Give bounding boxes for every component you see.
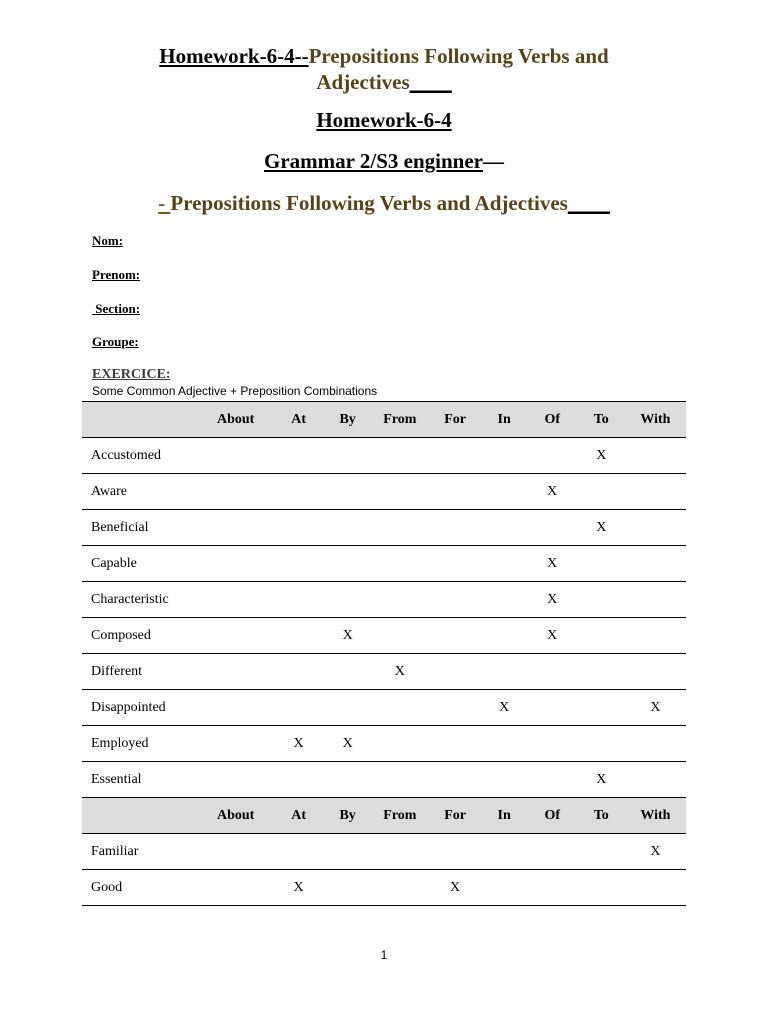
nom-label: Nom: — [92, 233, 124, 248]
mark-cell-to — [578, 654, 625, 690]
exercise-caption: Some Common Adjective + Preposition Combinations — [92, 384, 378, 398]
mark-cell-of: X — [527, 618, 578, 654]
mark-cell-at — [273, 618, 324, 654]
mark-cell-for — [429, 618, 482, 654]
mark-cell-in — [482, 762, 527, 798]
table-row — [82, 726, 686, 762]
mark-cell-at — [273, 690, 324, 726]
mark-cell-with — [625, 438, 686, 474]
column-header-of: Of — [527, 402, 578, 438]
mark-cell-of — [527, 510, 578, 546]
mark-cell-about — [198, 834, 273, 870]
grammar-heading — [0, 148, 768, 174]
mark-cell-of — [527, 762, 578, 798]
table-row — [82, 654, 686, 690]
mark-cell-for — [429, 726, 482, 762]
mark-cell-with — [625, 654, 686, 690]
mark-cell-of — [527, 654, 578, 690]
mark-cell-about — [198, 690, 273, 726]
mark-cell-at — [273, 762, 324, 798]
mark-cell-for — [429, 510, 482, 546]
mark-cell-to — [578, 726, 625, 762]
mark-cell-from — [371, 762, 428, 798]
header-corner-cell — [82, 402, 198, 438]
column-header-by: By — [324, 798, 371, 834]
mark-cell-by — [324, 762, 371, 798]
mark-cell-to — [578, 618, 625, 654]
table-row — [82, 510, 686, 546]
mark-cell-in — [482, 510, 527, 546]
mark-cell-to — [578, 546, 625, 582]
mark-cell-of: X — [527, 582, 578, 618]
mark-cell-about — [198, 510, 273, 546]
mark-cell-in — [482, 654, 527, 690]
title-blank: ____ — [409, 70, 452, 94]
mark-cell-from: X — [371, 654, 428, 690]
table-row — [82, 546, 686, 582]
adjective-cell: Different — [82, 654, 198, 690]
mark-cell-at: X — [273, 870, 324, 906]
mark-cell-with — [625, 510, 686, 546]
mark-cell-of — [527, 438, 578, 474]
adjective-cell: Accustomed — [82, 438, 198, 474]
column-header-in: In — [482, 402, 527, 438]
mark-cell-by — [324, 654, 371, 690]
adjective-cell: Composed — [82, 618, 198, 654]
mark-cell-at — [273, 510, 324, 546]
mark-cell-about — [198, 726, 273, 762]
header-corner-cell — [82, 798, 198, 834]
mark-cell-at — [273, 654, 324, 690]
table-row — [82, 690, 686, 726]
mark-cell-by — [324, 870, 371, 906]
column-header-about: About — [198, 402, 273, 438]
mark-cell-by — [324, 438, 371, 474]
mark-cell-to: X — [578, 762, 625, 798]
mark-cell-from — [371, 618, 428, 654]
table-row — [82, 870, 686, 906]
prepositions-dash: - — [158, 191, 171, 215]
column-header-with: With — [625, 402, 686, 438]
mark-cell-about — [198, 582, 273, 618]
title-topic-part: Prepositions Following Verbs and — [308, 44, 609, 68]
mark-cell-for: X — [429, 870, 482, 906]
title-topic-continued: Adjectives — [316, 70, 410, 94]
mark-cell-of — [527, 726, 578, 762]
column-header-for: For — [429, 402, 482, 438]
mark-cell-from — [371, 474, 428, 510]
adjective-cell: Employed — [82, 726, 198, 762]
mark-cell-about — [198, 618, 273, 654]
mark-cell-by — [324, 690, 371, 726]
mark-cell-with — [625, 474, 686, 510]
column-header-to: To — [578, 798, 625, 834]
table-header-row — [82, 402, 686, 438]
adjective-cell: Aware — [82, 474, 198, 510]
mark-cell-to — [578, 834, 625, 870]
adjective-cell: Capable — [82, 546, 198, 582]
column-header-at: At — [273, 402, 324, 438]
mark-cell-at: X — [273, 726, 324, 762]
mark-cell-by — [324, 834, 371, 870]
mark-cell-for — [429, 582, 482, 618]
mark-cell-from — [371, 582, 428, 618]
table-row — [82, 618, 686, 654]
table-header-row — [82, 798, 686, 834]
mark-cell-of: X — [527, 474, 578, 510]
homework-heading: Homework-6-4 — [316, 108, 452, 132]
table-row — [82, 834, 686, 870]
mark-cell-about — [198, 762, 273, 798]
prenom-label: Prenom: — [92, 267, 141, 282]
mark-cell-for — [429, 834, 482, 870]
grammar-dash: — — [482, 149, 504, 173]
mark-cell-of — [527, 834, 578, 870]
mark-cell-about — [198, 546, 273, 582]
mark-cell-from — [371, 726, 428, 762]
mark-cell-with: X — [625, 834, 686, 870]
column-header-at: At — [273, 798, 324, 834]
exercise-title: EXERCICE: — [92, 367, 171, 382]
mark-cell-by — [324, 582, 371, 618]
section-label: Section: — [92, 301, 141, 316]
mark-cell-in — [482, 474, 527, 510]
prepositions-heading — [0, 190, 768, 216]
mark-cell-for — [429, 690, 482, 726]
groupe-label: Groupe: — [92, 334, 139, 349]
mark-cell-for — [429, 474, 482, 510]
column-header-of: Of — [527, 798, 578, 834]
mark-cell-to: X — [578, 510, 625, 546]
column-header-about: About — [198, 798, 273, 834]
mark-cell-in — [482, 546, 527, 582]
adjective-cell: Characteristic — [82, 582, 198, 618]
mark-cell-to — [578, 690, 625, 726]
mark-cell-with — [625, 618, 686, 654]
mark-cell-by: X — [324, 726, 371, 762]
title-homework-part: Homework-6-4-- — [159, 44, 309, 68]
mark-cell-from — [371, 834, 428, 870]
adjective-cell: Disappointed — [82, 690, 198, 726]
mark-cell-from — [371, 546, 428, 582]
table-row — [82, 438, 686, 474]
column-header-in: In — [482, 798, 527, 834]
mark-cell-at — [273, 546, 324, 582]
mark-cell-by — [324, 474, 371, 510]
mark-cell-to: X — [578, 438, 625, 474]
adjective-cell: Essential — [82, 762, 198, 798]
mark-cell-of — [527, 690, 578, 726]
document-title — [0, 43, 768, 95]
prepositions-blank: ____ — [567, 191, 610, 215]
mark-cell-from — [371, 510, 428, 546]
page-number: 1 — [380, 948, 388, 962]
mark-cell-in — [482, 618, 527, 654]
table-row — [82, 762, 686, 798]
mark-cell-with — [625, 870, 686, 906]
mark-cell-for — [429, 546, 482, 582]
mark-cell-at — [273, 582, 324, 618]
mark-cell-of — [527, 870, 578, 906]
column-header-with: With — [625, 798, 686, 834]
table-row — [82, 474, 686, 510]
mark-cell-at — [273, 474, 324, 510]
mark-cell-to — [578, 582, 625, 618]
adjective-cell: Good — [82, 870, 198, 906]
mark-cell-by — [324, 546, 371, 582]
mark-cell-with — [625, 762, 686, 798]
mark-cell-with — [625, 726, 686, 762]
grammar-text: Grammar 2/S3 enginner — [264, 149, 483, 173]
mark-cell-for — [429, 438, 482, 474]
mark-cell-about — [198, 654, 273, 690]
mark-cell-in: X — [482, 690, 527, 726]
column-header-by: By — [324, 402, 371, 438]
mark-cell-to — [578, 474, 625, 510]
mark-cell-from — [371, 690, 428, 726]
mark-cell-for — [429, 762, 482, 798]
mark-cell-by — [324, 510, 371, 546]
mark-cell-about — [198, 438, 273, 474]
prepositions-text: Prepositions Following Verbs and Adjectives — [170, 191, 568, 215]
mark-cell-at — [273, 438, 324, 474]
mark-cell-from — [371, 870, 428, 906]
mark-cell-in — [482, 834, 527, 870]
mark-cell-about — [198, 870, 273, 906]
mark-cell-by: X — [324, 618, 371, 654]
mark-cell-for — [429, 654, 482, 690]
mark-cell-with — [625, 582, 686, 618]
preposition-table — [82, 401, 686, 906]
mark-cell-with: X — [625, 690, 686, 726]
column-header-from: From — [371, 402, 428, 438]
column-header-to: To — [578, 402, 625, 438]
table-row — [82, 582, 686, 618]
column-header-from: From — [371, 798, 428, 834]
column-header-for: For — [429, 798, 482, 834]
mark-cell-about — [198, 474, 273, 510]
mark-cell-in — [482, 726, 527, 762]
mark-cell-with — [625, 546, 686, 582]
mark-cell-in — [482, 582, 527, 618]
mark-cell-to — [578, 870, 625, 906]
mark-cell-in — [482, 438, 527, 474]
mark-cell-at — [273, 834, 324, 870]
mark-cell-in — [482, 870, 527, 906]
mark-cell-from — [371, 438, 428, 474]
adjective-cell: Beneficial — [82, 510, 198, 546]
mark-cell-of: X — [527, 546, 578, 582]
adjective-cell: Familiar — [82, 834, 198, 870]
